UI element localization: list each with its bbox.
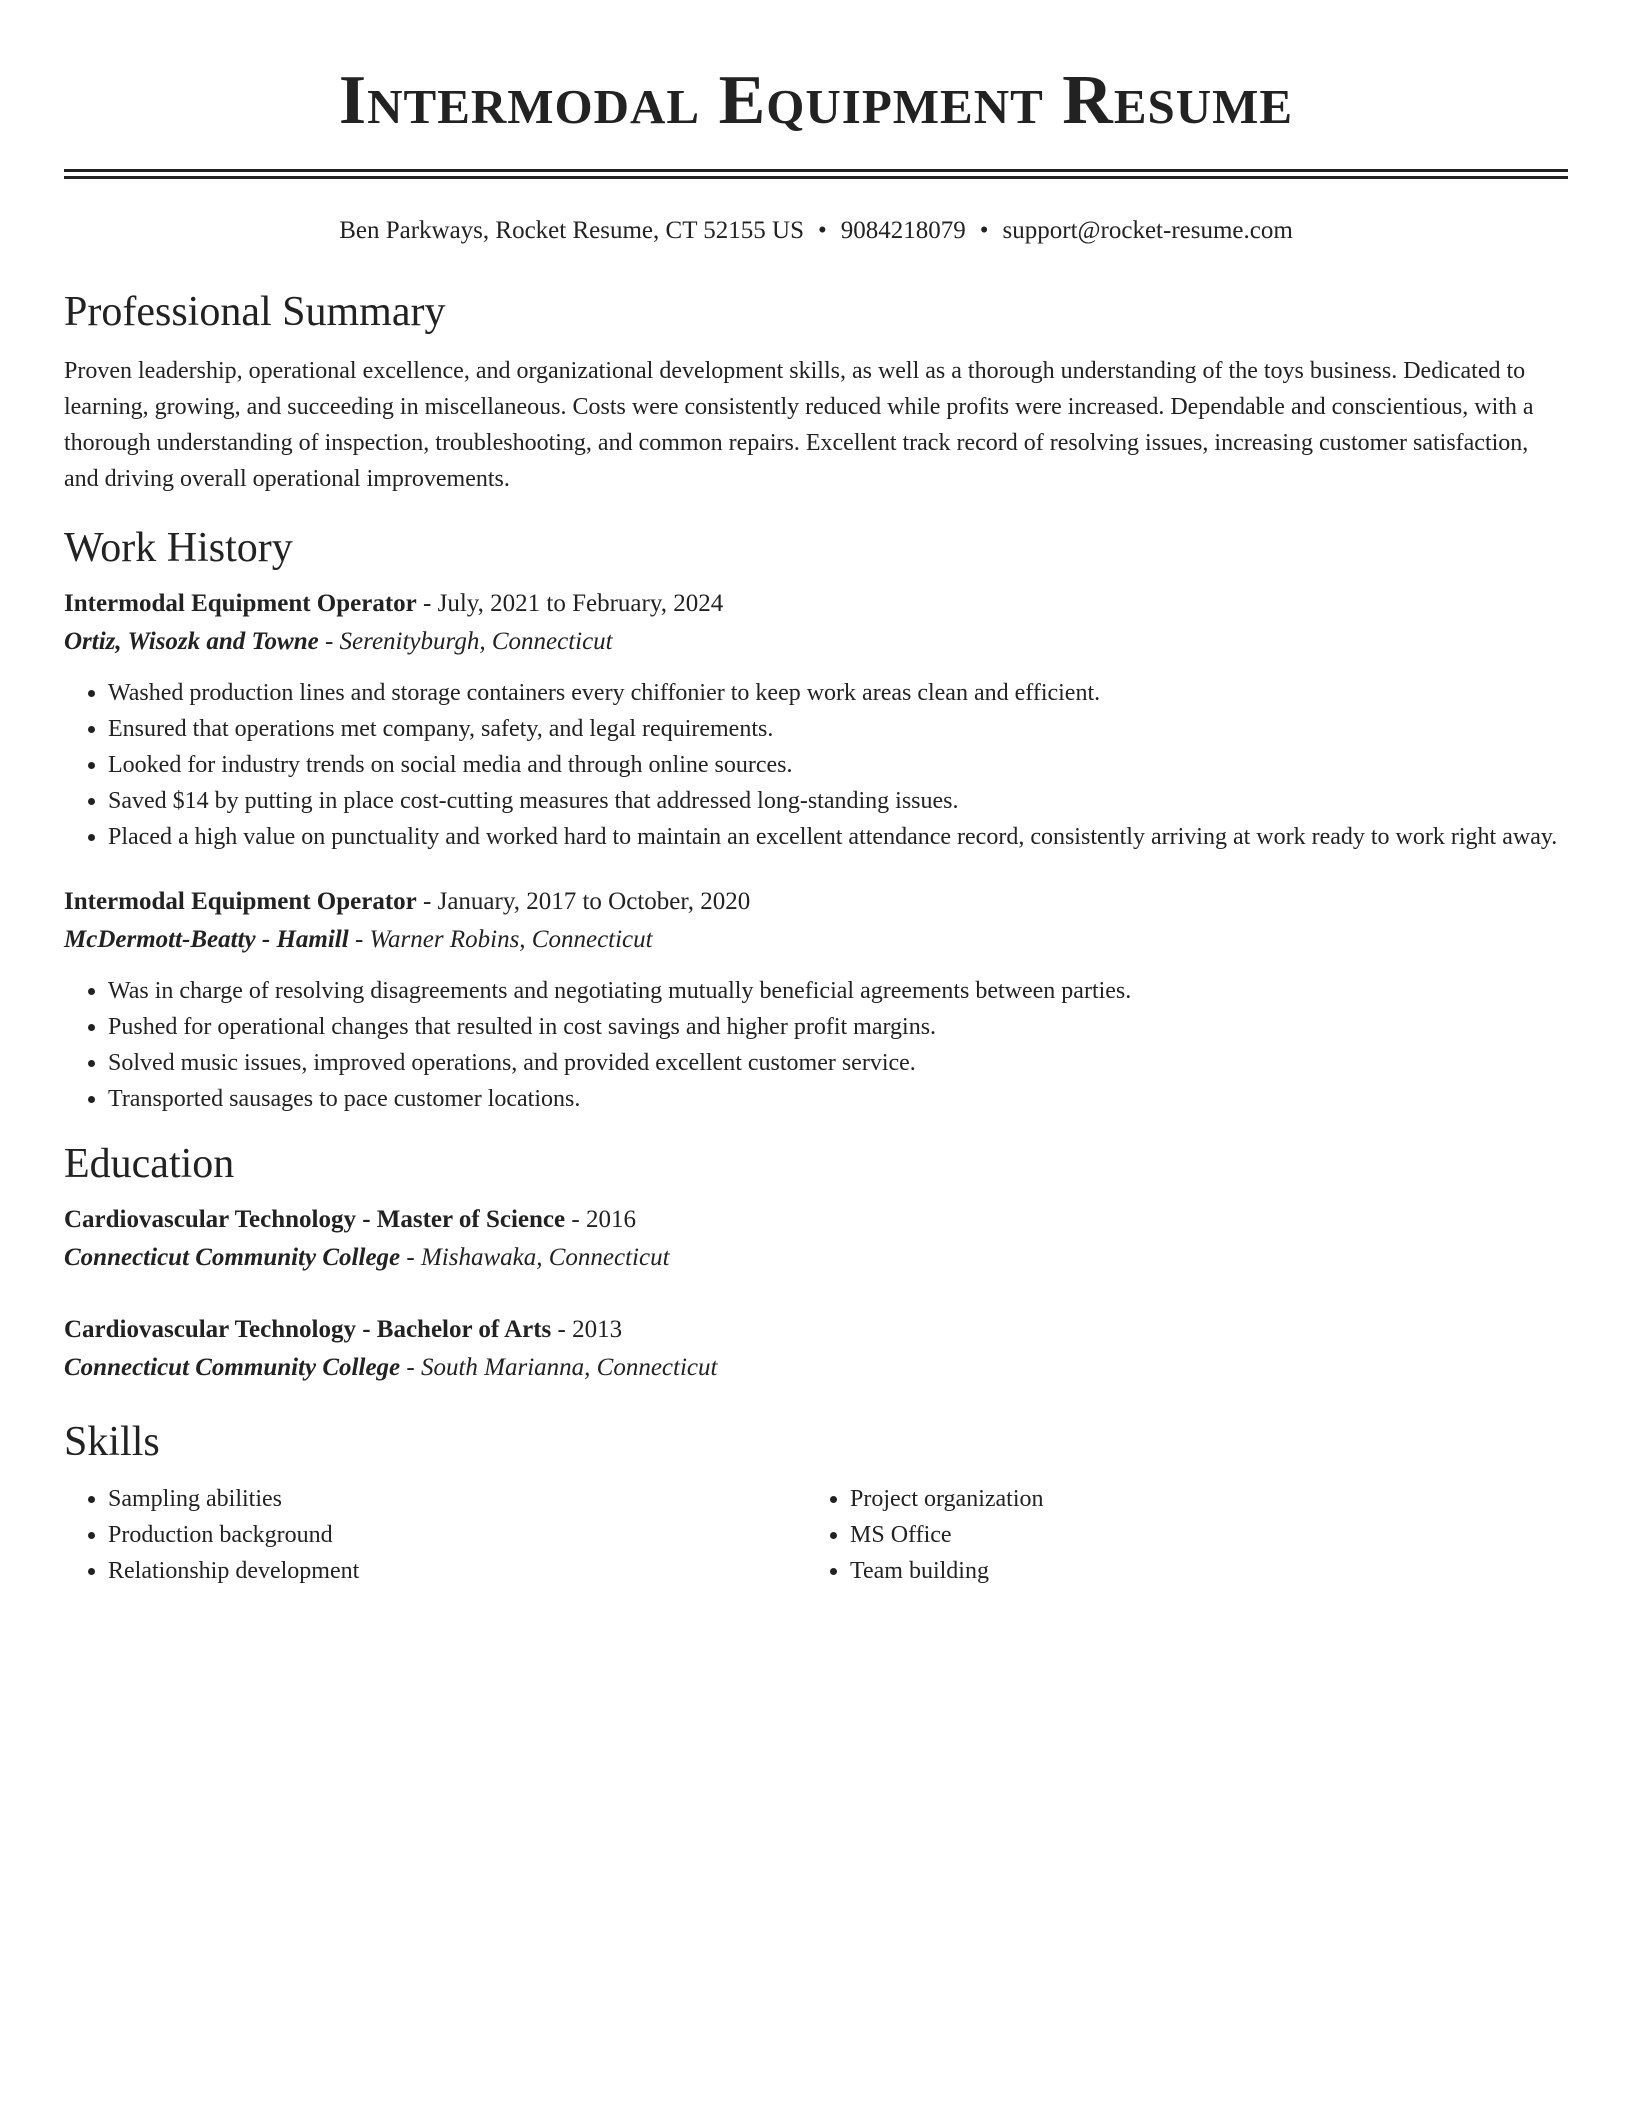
school-name: Connecticut Community College	[64, 1354, 401, 1381]
degree: Cardiovascular Technology - Master of Science	[64, 1206, 566, 1233]
list-item: • Placed a high value on punctuality and worked hard to maintain an excellent attendance record, consistently arriving at work ready to work right away.	[108, 819, 1568, 855]
skill-item: • Sampling abilities	[108, 1481, 806, 1517]
contact-separator: •	[979, 217, 989, 244]
list-item: • Was in charge of resolving disagreements and negotiating mutually beneficial agreements between parties.	[108, 973, 1568, 1009]
school-line	[64, 1349, 1568, 1387]
job-company-line	[64, 623, 1568, 661]
list-item: • Saved $14 by putting in place cost-cutting measures that addressed long-standing issues.	[108, 783, 1568, 819]
job-company-line	[64, 921, 1568, 959]
contact-phone: 9084218079	[840, 217, 966, 244]
skills-heading: Skills	[64, 1419, 160, 1465]
list-item: • Washed production lines and storage containers every chiffonier to keep work areas clean and efficient.	[108, 675, 1568, 711]
list-item: • Pushed for operational changes that resulted in cost savings and higher profit margins.	[108, 1009, 1568, 1045]
skill-item: • Production background	[108, 1517, 806, 1553]
degree: Cardiovascular Technology - Bachelor of Arts	[64, 1316, 552, 1343]
summary-heading: Professional Summary	[64, 289, 446, 335]
skill-item: • Relationship development	[108, 1553, 806, 1589]
job-entry	[64, 585, 1568, 855]
job-title-line	[64, 883, 1568, 921]
contact-separator: •	[817, 217, 827, 244]
education-entry	[64, 1311, 1568, 1387]
list-item: • Ensured that operations met company, safety, and legal requirements.	[108, 711, 1568, 747]
job-location: - Serenityburgh, Connecticut	[318, 628, 613, 655]
education-heading: Education	[64, 1141, 235, 1187]
job-dates: - July, 2021 to February, 2024	[416, 590, 724, 617]
job-location: - Warner Robins, Connecticut	[348, 926, 653, 953]
skills-list-left	[64, 1481, 806, 1589]
graduation-year: - 2013	[551, 1316, 623, 1343]
job-company: Ortiz, Wisozk and Towne	[64, 628, 319, 655]
list-item: • Transported sausages to pace customer locations.	[108, 1081, 1568, 1117]
job-dates: - January, 2017 to October, 2020	[416, 888, 751, 915]
contact-line	[64, 215, 1568, 247]
school-name: Connecticut Community College	[64, 1244, 401, 1271]
contact-address: Ben Parkways, Rocket Resume, CT 52155 US	[339, 217, 804, 244]
school-location: - South Marianna, Connecticut	[400, 1354, 718, 1381]
title-divider	[64, 169, 1568, 179]
job-entry	[64, 883, 1568, 1117]
school-line	[64, 1239, 1568, 1277]
job-duties-list	[64, 675, 1568, 855]
degree-line	[64, 1201, 1568, 1239]
skills-list-right	[806, 1481, 1548, 1589]
list-item: • Looked for industry trends on social media and through online sources.	[108, 747, 1568, 783]
job-company: McDermott-Beatty - Hamill	[64, 926, 349, 953]
job-duties-list	[64, 973, 1568, 1117]
contact-email: support@rocket-resume.com	[1002, 217, 1293, 244]
skill-item: • Project organization	[850, 1481, 1548, 1517]
graduation-year: - 2016	[565, 1206, 636, 1233]
skill-item: • Team building	[850, 1553, 1548, 1589]
skill-item: • MS Office	[850, 1517, 1548, 1553]
summary-text: Proven leadership, operational excellence, and organizational development skills, as well as a thorough understanding of the toys business. Dedicated to learning, growing, and succeeding in miscellaneous. Costs were consistently reduced while profits were increased. Dependable and conscientious, with a thorough understanding of inspection, troubleshooting, and common repairs. Excellent track record of resolving issues, increasing customer satisfaction, and driving overall operational improvements.	[64, 358, 1534, 492]
job-title-line	[64, 585, 1568, 623]
degree-line	[64, 1311, 1568, 1349]
education-entry	[64, 1201, 1568, 1277]
work-history-heading: Work History	[64, 525, 293, 571]
list-item: • Solved music issues, improved operations, and provided excellent customer service.	[108, 1045, 1568, 1081]
resume-title: Intermodal Equipment Resume	[338, 62, 1294, 139]
job-title: Intermodal Equipment Operator	[64, 888, 417, 915]
skills-columns	[64, 1481, 1568, 1589]
school-location: - Mishawaka, Connecticut	[400, 1244, 670, 1271]
job-title: Intermodal Equipment Operator	[64, 590, 417, 617]
